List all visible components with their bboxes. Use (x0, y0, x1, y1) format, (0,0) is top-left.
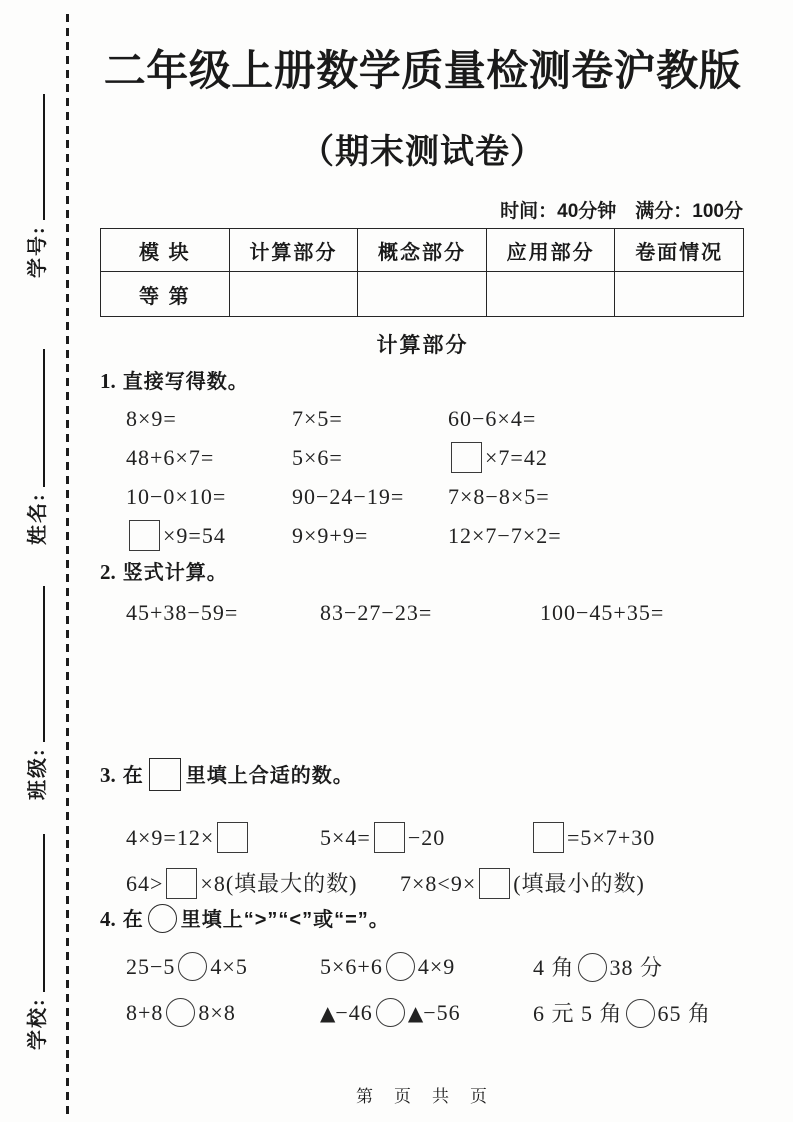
question-3-stem (100, 758, 745, 791)
equation-item: 10−0×10= (126, 483, 227, 509)
question-number: 4. (100, 907, 116, 931)
compare-circle (178, 952, 207, 981)
equation-item: 4×9=12× (126, 822, 320, 853)
compare-circle (626, 999, 655, 1028)
question-3-row-1 (100, 814, 745, 860)
question-2-items (100, 593, 745, 633)
question-4-row-2 (100, 990, 745, 1034)
question-stem-text: 竖式计算。 (122, 562, 228, 584)
fill-blank-box (217, 822, 248, 853)
score-header-cell: 概念部分 (358, 229, 487, 272)
score-empty-cell (486, 272, 615, 317)
equation-item: 4 角 38 分 (533, 954, 664, 980)
equation-item: 48+6×7= (126, 444, 215, 470)
question-1-items (100, 399, 745, 555)
score-table-grade-row (101, 272, 744, 317)
question-stem-text: 直接写得数。 (122, 371, 249, 393)
equation-item: 12×7−7×2= (448, 522, 562, 548)
score-header-cell: 卷面情况 (615, 229, 744, 272)
margin-field-label: 姓名: (26, 492, 49, 545)
binding-cut-line (66, 14, 69, 1118)
question-number: 2. (100, 560, 116, 584)
fill-in-line (43, 349, 45, 487)
equation-item: 5×4= −20 (320, 822, 530, 853)
score-header-cell: 模 块 (101, 229, 230, 272)
paper-title: 二年级上册数学质量检测卷沪教版 (103, 47, 742, 94)
equation-item: 7×5= (292, 405, 343, 431)
margin-field-class (12, 572, 58, 800)
fill-in-line (43, 834, 45, 992)
compare-circle (578, 953, 607, 982)
equation-item: 6 元 5 角 65 角 (533, 1000, 712, 1026)
compare-circle (376, 998, 405, 1027)
triangle-symbol: ▲ (320, 1000, 336, 1025)
equation-item: 25−5 4×5 (126, 953, 248, 979)
equation-item: ×7=42 (448, 442, 745, 473)
equation-item: 100−45+35= (540, 600, 665, 625)
fill-blank-box (533, 822, 564, 853)
score-header-cell: 应用部分 (486, 229, 615, 272)
fill-blank-box (129, 520, 160, 551)
fill-blank-box (479, 868, 510, 899)
question-3-row-2 (100, 860, 745, 906)
score-empty-cell (358, 272, 487, 317)
margin-field-school (12, 823, 58, 1050)
question-number: 1. (100, 369, 116, 393)
compare-circle (166, 998, 195, 1027)
page-footer: 第 页 共 页 (356, 1087, 489, 1106)
score-table (100, 228, 744, 317)
question-1-stem (100, 365, 745, 394)
question-4-stem (100, 903, 745, 933)
fill-in-line (43, 94, 45, 220)
score-table-header-row (101, 229, 744, 272)
question-stem-text: 在 里填上“>”“<”或“=”。 (123, 909, 390, 931)
equation-item: 7×8<9× (填最小的数) (400, 867, 745, 899)
question-4-row-1 (100, 944, 745, 988)
equation-item: 7×8−8×5= (448, 483, 550, 509)
equation-item: 9×9+9= (292, 522, 369, 548)
equation-item: 5×6+6 4×9 (320, 953, 456, 979)
equation-item: ×9=54 (126, 520, 292, 551)
score-header-cell: 计算部分 (229, 229, 358, 272)
exam-meta: 时间：40分钟 满分：100分 (500, 201, 743, 222)
equation-item: 45+38−59= (126, 600, 239, 625)
question-number: 3. (100, 763, 116, 787)
equation-item: =5×7+30 (530, 822, 745, 853)
fill-blank-box (451, 442, 482, 473)
score-row-label: 等 第 (101, 272, 230, 317)
margin-field-label: 班级: (26, 747, 49, 800)
margin-field-name (12, 330, 58, 545)
equation-item: ▲−46 ▲−56 (320, 999, 461, 1025)
fill-in-line (43, 586, 45, 742)
equation-item: 5×6= (292, 444, 343, 470)
triangle-symbol: ▲ (407, 1000, 424, 1025)
question-stem-text: 在 里填上合适的数。 (123, 765, 354, 787)
equation-item: 8+8 8×8 (126, 999, 236, 1025)
section-title: 计算部分 (376, 334, 469, 357)
fill-blank-box (166, 868, 197, 899)
score-empty-cell (229, 272, 358, 317)
equation-item: 8×9= (126, 405, 177, 431)
equation-item: 83−27−23= (320, 600, 433, 625)
compare-circle (386, 952, 415, 981)
margin-field-student-number (12, 90, 58, 278)
paper-content (100, 0, 745, 1122)
equation-item: 90−24−19= (292, 483, 405, 509)
margin-field-label: 学校: (26, 997, 49, 1050)
fill-blank-box (374, 822, 405, 853)
paper-subtitle: （期末测试卷） (300, 133, 545, 171)
equation-item: 60−6×4= (448, 405, 537, 431)
equation-item: 64> ×8(填最大的数) (126, 867, 400, 899)
question-2-stem (100, 556, 745, 585)
score-empty-cell (615, 272, 744, 317)
margin-field-label: 学号: (26, 225, 49, 278)
compare-circle (148, 904, 177, 933)
fill-blank-box (149, 758, 181, 791)
